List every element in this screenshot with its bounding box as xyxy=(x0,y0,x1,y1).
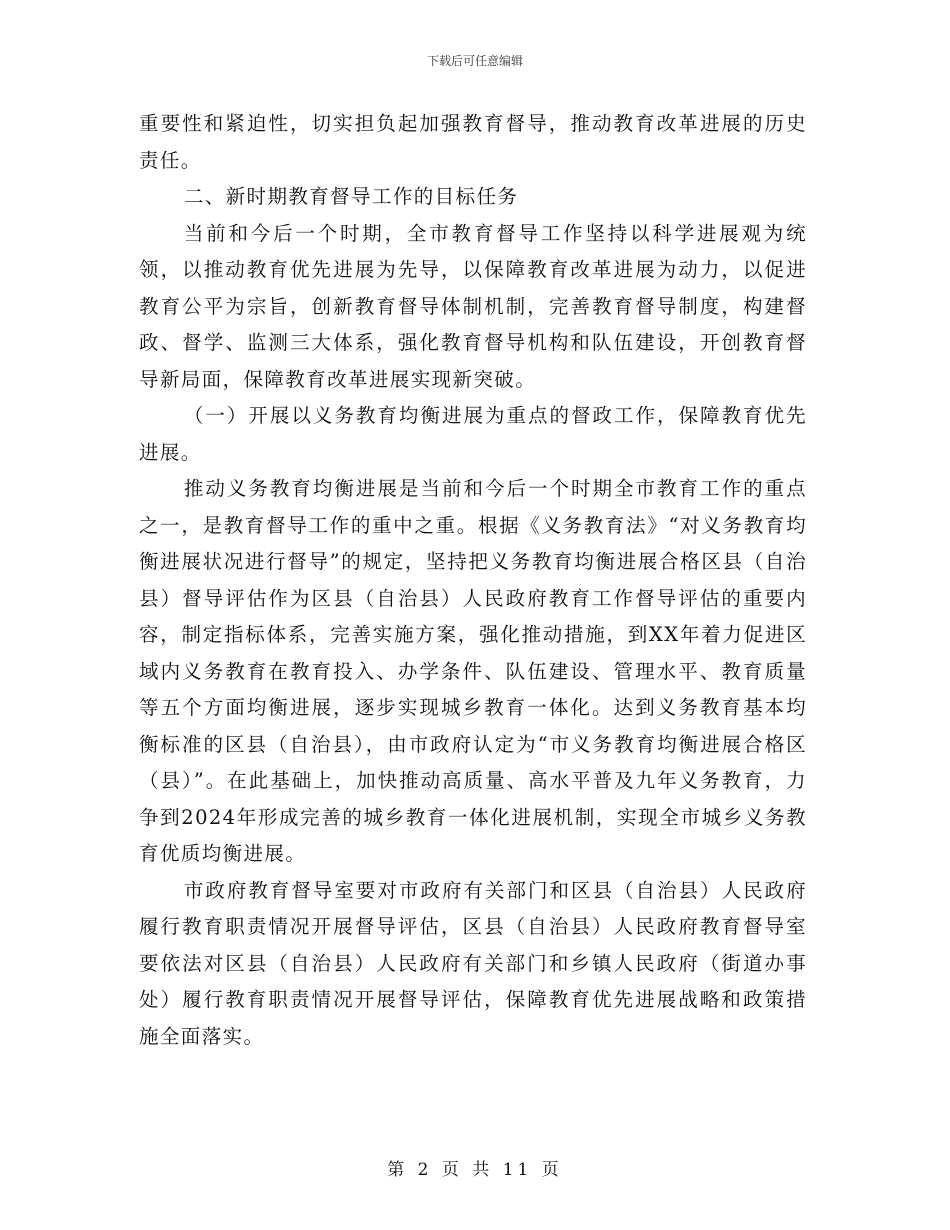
subsection-heading: （一）开展以义务教育均衡进展为重点的督政工作，保障教育优先进展。 xyxy=(139,404,807,464)
paragraph: 当前和今后一个时期，全市教育督导工作坚持以科学进展观为统领，以推动教育优先进展为先导，以保障教育改革进展为动力，以促进教育公平为宗旨，创新教育督导体制机制，完善教育督导制度，构建督政、督学、监测三大体系，强化教育督导机构和队伍建设，开创教育督导新局面，保障教育改革进展实现新突破。 xyxy=(139,221,807,391)
page-header: 下载后可任意编辑 xyxy=(426,54,523,68)
page-number-footer: 第 2 页 共 11 页 xyxy=(387,1160,563,1180)
section-heading: 二、新时期教育督导工作的目标任务 xyxy=(183,185,519,208)
document-body xyxy=(139,106,807,1055)
paragraph: 重要性和紧迫性，切实担负起加强教育督导，推动教育改革进展的历史责任。 xyxy=(139,112,807,172)
paragraph: 市政府教育督导室要对市政府有关部门和区县（自治县）人民政府履行教育职责情况开展督导评估，区县（自治县）人民政府教育督导室要依法对区县（自治县）人民政府有关部门和乡镇人民政府（街道办事处）履行教育职责情况开展督导评估，保障教育优先进展战略和政策措施全面落实。 xyxy=(139,878,807,1048)
paragraph: 推动义务教育均衡进展是当前和今后一个时期全市教育工作的重点之一，是教育督导工作的重中之重。根据《义务教育法》“对义务教育均衡进展状况进行督导”的规定，坚持把义务教育均衡进展合格区县（自治县）督导评估作为区县（自治县）人民政府教育工作督导评估的重要内容，制定指标体系，完善实施方案，强化推动措施，到XX年着力促进区域内义务教育在教育投入、办学条件、队伍建设、管理水平、教育质量等五个方面均衡进展，逐步实现城乡教育一体化。达到义务教育基本均衡标准的区县（自治县），由市政府认定为“市义务教育均衡进展合格区（县）”。在此基础上，加快推动高质量、高水平普及九年义务教育，力争到2024年形成完善的城乡教育一体化进展机制，实现全市城乡义务教育优质均衡进展。 xyxy=(139,477,807,865)
